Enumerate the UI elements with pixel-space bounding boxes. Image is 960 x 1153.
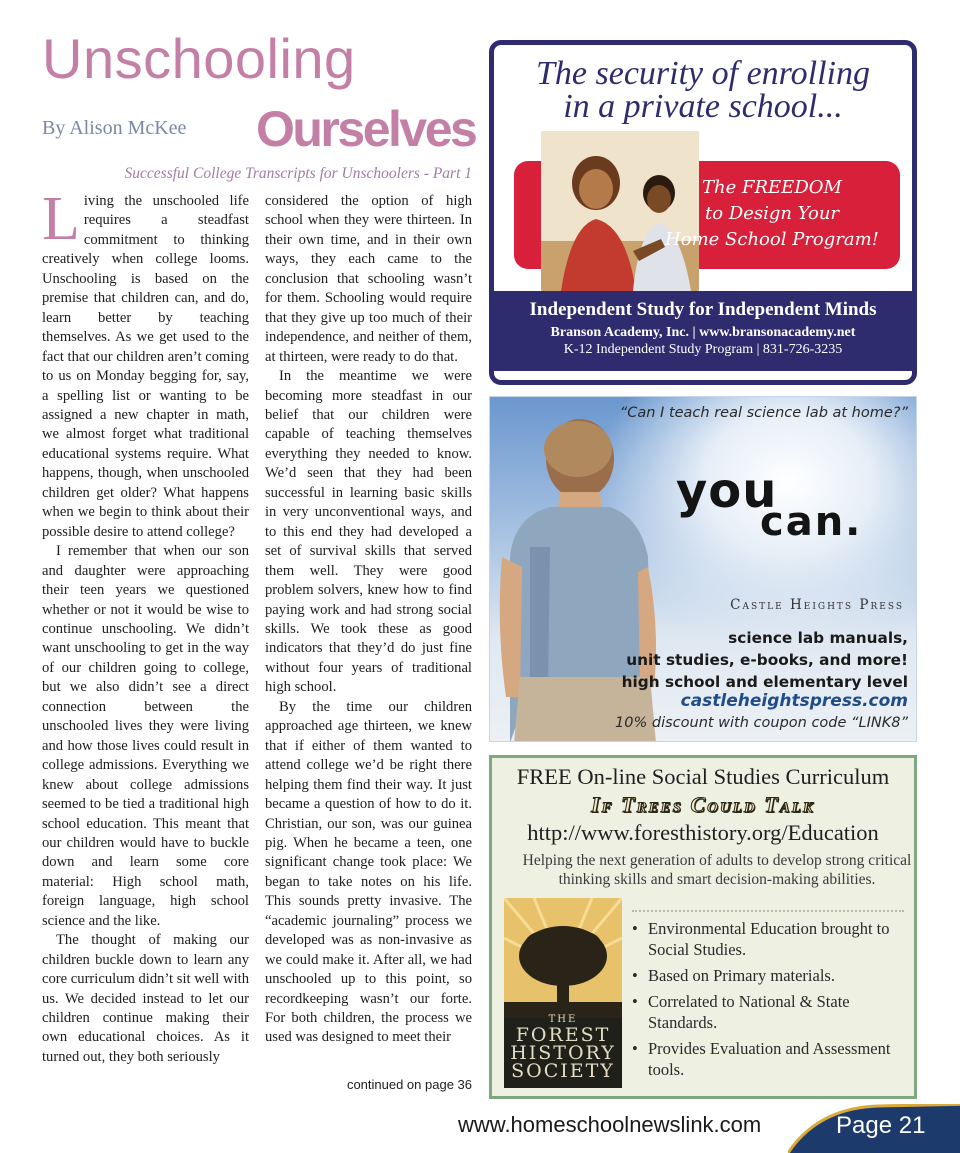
forest-history-ad[interactable]	[489, 755, 917, 1099]
forest-divider	[632, 910, 904, 912]
paragraph: In the meantime we were becoming more steadfast in our belief that our children were capable of teaching themselves everything they needed to know. We’d seen that they had been successful in learning basic skills in very unconventional ways, and to this end they had developed a set of survival skills that served them well. They were good problem solvers, knew how to find paying work and had strong social skills. We took these as good indicators that they’d do just fine without four years of traditional high school.	[265, 368, 472, 696]
article-column-2	[265, 192, 472, 1048]
article-title-line1: Unschooling	[42, 27, 356, 90]
castle-press-name: Castle Heights Press	[730, 597, 904, 613]
article-subtitle: Successful College Transcripts for Unschoolers - Part 1	[124, 165, 472, 182]
forest-website-link[interactable]: http://www.foresthistory.org/Education	[527, 820, 879, 845]
forest-description: Helping the next generation of adults to develop strong critical thinking skills and smart decision-making abilities.	[522, 852, 912, 888]
byline: By Alison McKee	[42, 117, 187, 139]
branson-info-band	[494, 291, 912, 371]
castle-heights-ad[interactable]	[489, 396, 917, 742]
list-item: • Correlated to National & State Standards.	[632, 991, 922, 1033]
continued-note: continued on page 36	[346, 1077, 472, 1092]
castle-discount: 10% discount with coupon code “LINK8”	[615, 715, 908, 731]
branson-headline: The security of enrolling in a private school...	[536, 55, 870, 125]
footer-website-link[interactable]: www.homeschoolnewslink.com	[458, 1112, 762, 1137]
list-item: • Based on Primary materials.	[632, 965, 922, 986]
branson-academy-ad[interactable]	[489, 40, 917, 385]
tree-icon	[504, 898, 622, 1018]
article-column-1	[42, 185, 249, 1067]
drop-cap: L	[42, 185, 80, 253]
paragraph: The thought of making our children buckle down to learn any core curriculum didn’t sit well with us. We decided instead to let our children continue making their own educational choices. As it turned out, they both seriously	[42, 932, 249, 1065]
branson-phone: K-12 Independent Study Program | 831-726-3235	[563, 342, 843, 357]
article-title-line2: Ourselves	[256, 101, 476, 157]
castle-you: you	[676, 463, 778, 519]
page-number: Page 21	[836, 1112, 926, 1139]
paragraph: I remember that when our son and daughter were approaching their teen years we questioned whether or not it would be wise to continue unschooling. We didn’t want unschooling to get in the way of our children going to college, but we also didn’t see a direct connection between the unschooled lives they were living and how those lives could result in college admissions. Everything we knew about college admissions seemed to be tied a traditional high school education. This meant that our children would have to buckle down and learn some core material: High school math, foreign language, high school science and the like.	[42, 543, 249, 929]
paragraph: Living the unschooled life requires a steadfast commitment to thinking creatively when college looms. Unschooling is based on the premise that children can, and do, learn better by teaching themselves. As we get used to the fact that our children aren’t coming to us on Monday begging for, say, a spelling list or wanting to be assigned a new chapter in math, we almost forget what traditional educational systems require. What happens, though, when unschooled children get older? What happens when we begin to think about their possible desire to attend college?	[42, 185, 249, 540]
castle-product-list: science lab manuals, unit studies, e-books, and more! high school and elementary level	[621, 629, 908, 691]
castle-website-link[interactable]: castleheightspress.com	[680, 691, 908, 711]
list-item: • Environmental Education brought to Social Studies.	[632, 918, 922, 960]
paragraph: considered the option of high school when they were thirteen. In their own time, and in their own ways, they each came to the conclusion that schooling wasn’t for them. Schooling would require that they give up too much of their independence, and neither of them, at thirteen, were ready to do that.	[265, 193, 472, 365]
forest-history-society-logo	[504, 898, 622, 1088]
paragraph: By the time our children approached age thirteen, we knew that if either of them wanted to attend college we’d be right there helping them find their way. It just became a question of how to do it. Christian, our son, was our guinea pig. When he became a teen, one significant change took place: We began to take notes on his life. This sounds pretty invasive. The “academic journaling” process we developed was as non-invasive as we could make it. After all, we had unschooled up to this point, so recordkeeping wasn’t our forte. For both children, the process we used was designed to meet their	[265, 698, 472, 1046]
branson-tagline: Independent Study for Independent Minds	[529, 299, 877, 320]
freedom-slogan: The FREEDOM to Design Your Home School Program!	[665, 177, 879, 250]
forest-title: FREE On-line Social Studies Curriculum	[516, 764, 890, 789]
list-item: • Provides Evaluation and Assessment tools.	[632, 1038, 922, 1080]
castle-quote: “Can I teach real science lab at home?”	[619, 405, 908, 421]
forest-feature-list	[632, 918, 922, 1085]
castle-can: can.	[760, 499, 863, 545]
forest-program-name: If Trees Could Talk	[591, 792, 815, 817]
branson-website[interactable]: Branson Academy, Inc. | www.bransonacademy.net	[550, 325, 856, 340]
forest-logo-text: THE FOREST HISTORY SOCIETY	[510, 1014, 616, 1082]
